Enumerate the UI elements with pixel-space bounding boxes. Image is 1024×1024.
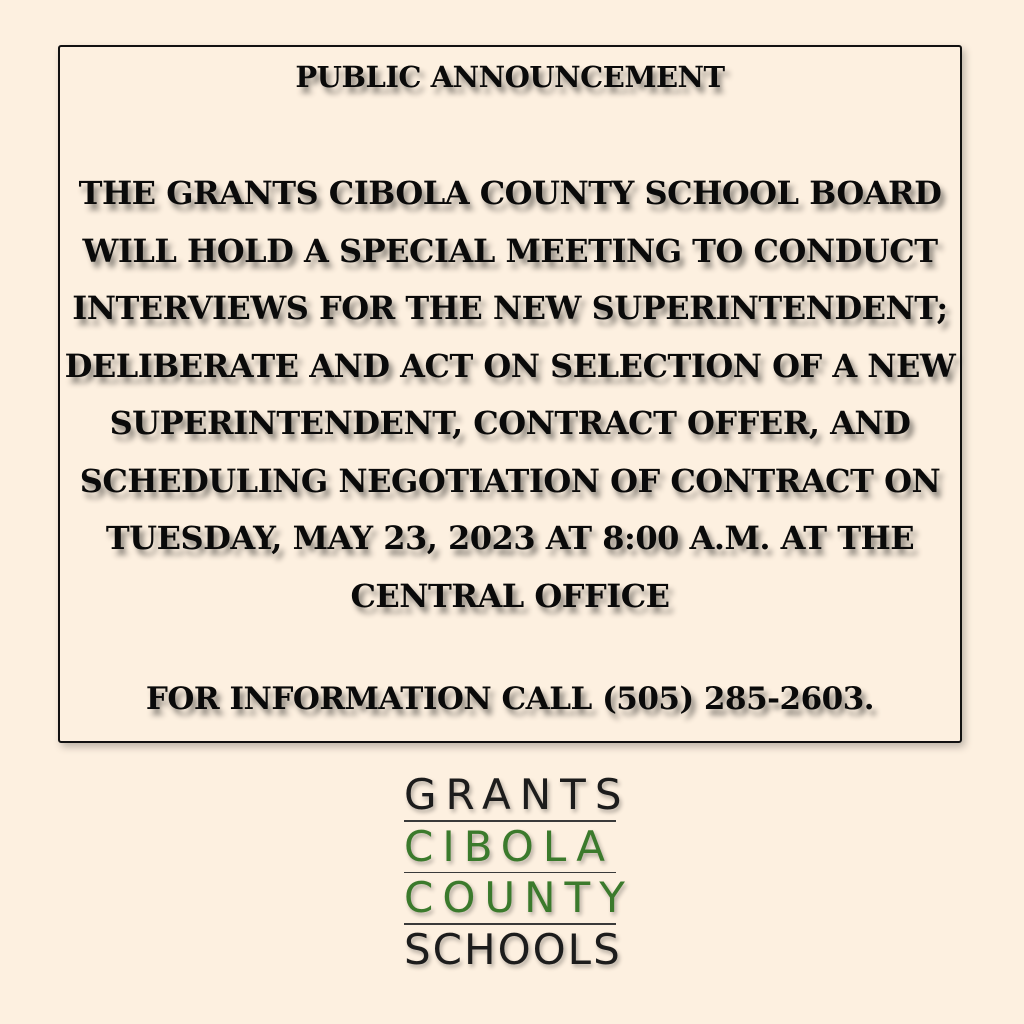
contact-line: FOR INFORMATION CALL (505) 285-2603. [145,681,875,717]
announcement-body [60,165,960,625]
body-line: THE GRANTS CIBOLA COUNTY SCHOOL BOARD [78,174,942,212]
announcement-box [58,45,962,743]
body-line: INTERVIEWS FOR THE NEW SUPERINTENDENT; [72,289,948,327]
body-line: SCHEDULING NEGOTIATION OF CONTRACT ON [79,461,941,500]
body-line: CENTRAL OFFICE [350,576,670,615]
logo-word-schools: SCHOOLS [404,924,622,974]
logo-word-cibola: CIBOLA [404,821,614,871]
logo-word-grants: GRANTS [404,770,631,819]
logo-word-county: COUNTY [404,873,634,922]
body-line: DELIBERATE AND ACT ON SELECTION OF A NEW [64,346,956,385]
body-line: TUESDAY, MAY 23, 2023 AT 8:00 A.M. AT THE [105,519,915,557]
announcement-heading: PUBLIC ANNOUNCEMENT [295,60,725,94]
body-line: SUPERINTENDENT, CONTRACT OFFER, AND [109,404,911,442]
body-line: WILL HOLD A SPECIAL MEETING TO CONDUCT [82,231,938,270]
district-logo [404,770,634,974]
